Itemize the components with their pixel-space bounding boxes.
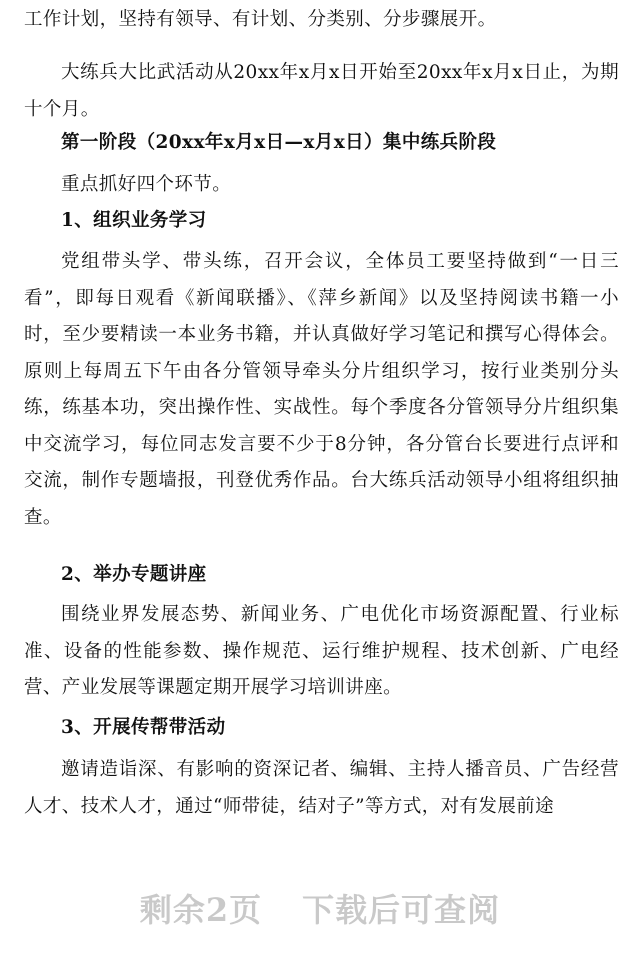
heading-stage-one: 第一阶段（20xx年x月x日—x月x日）集中练兵阶段 (61, 132, 497, 153)
download-prompt-label[interactable]: 下载后可查阅 (302, 891, 501, 929)
paragraph-four-links: 重点抓好四个环节。 (61, 174, 232, 195)
paragraph-continuation: 工作计划，坚持有领导、有计划、分类别、分步骤展开。 (24, 9, 497, 30)
heading-mentoring: 3、开展传帮带活动 (61, 717, 226, 738)
paragraph-special-lectures: 围绕业界发展态势、新闻业务、广电优化市场资源配置、行业标准、设备的性能参数、操作规范、运行维护规程、技术创新、广电经营、产业发展等课题定期开展学习培训讲座。 (24, 604, 619, 698)
remaining-pages-label: 剩余2页 (139, 891, 263, 929)
heading-business-study: 1、组织业务学习 (61, 210, 207, 231)
download-banner[interactable] (0, 880, 640, 950)
paragraph-activity-period: 大练兵大比武活动从20xx年x月x日开始至20xx年x月x日止，为期十个月。 (24, 62, 619, 120)
heading-special-lectures: 2、举办专题讲座 (61, 564, 207, 585)
paragraph-business-study: 党组带头学、带头练，召开会议，全体员工要坚持做到“一日三看”，即每日观看《新闻联播》、《萍乡新闻》以及坚持阅读书籍一小时，至少要精读一本业务书籍，并认真做好学习笔记和撰写心得体会。原则上每周五下午由各分管领导牵头分片组织学习，按行业类别分头练，练基本功，突出操作性、实战性。每个季度各分管领导分片组织集中交流学习，每位同志发言要不少于8分钟，各分管台长要进行点评和交流，制作专题墙报，刊登优秀作品。台大练兵活动领导小组将组织抽查。 (24, 251, 619, 528)
paragraph-mentoring: 邀请造诣深、有影响的资深记者、编辑、主持人播音员、广告经营人才、技术人才，通过“师带徒，结对子”等方式，对有发展前途 (24, 759, 619, 817)
